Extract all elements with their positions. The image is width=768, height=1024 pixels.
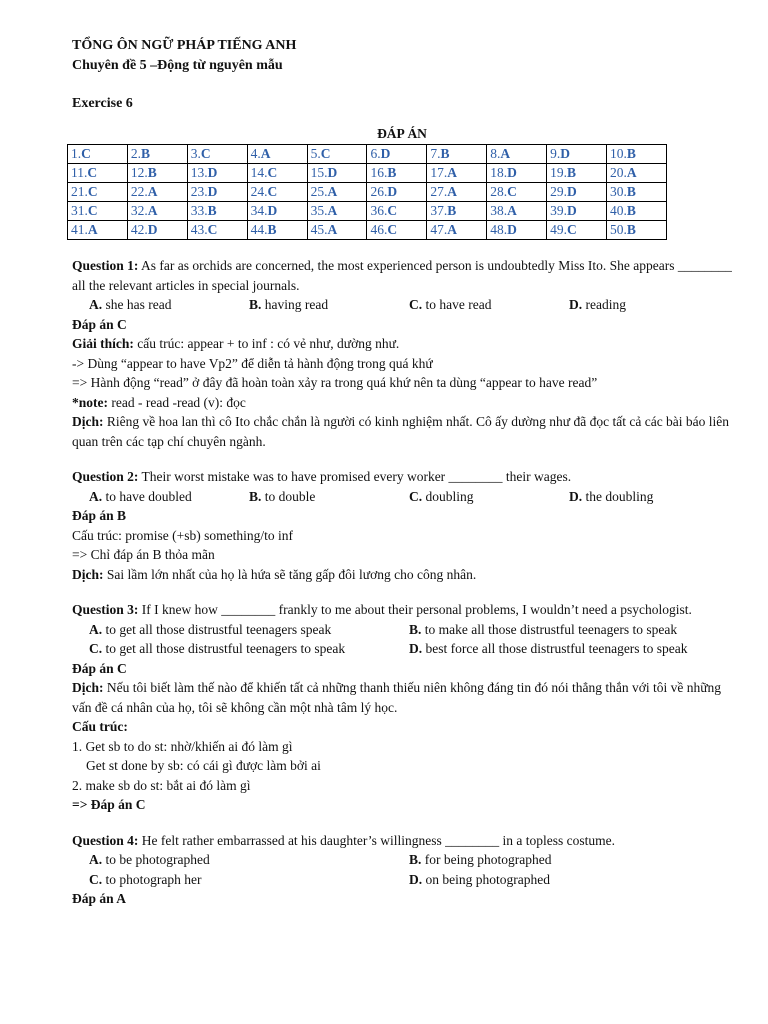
option-a: A. to get all those distrustful teenagers speak	[89, 621, 332, 637]
answer-number: 21.	[71, 184, 88, 199]
document-title: TỔNG ÔN NGỮ PHÁP TIẾNG ANH	[72, 38, 297, 53]
answer-cell	[427, 221, 487, 240]
question-4	[72, 831, 732, 851]
answer-letter: D	[380, 146, 391, 161]
question-2	[72, 467, 732, 487]
answer-number: 22.	[130, 184, 148, 199]
answer-number: 26.	[370, 184, 388, 199]
answer-number: 30.	[610, 184, 627, 199]
answer-number: 18.	[490, 165, 508, 180]
answer-cell	[68, 164, 128, 183]
answer-cell	[247, 183, 307, 202]
answer-letter: B	[626, 222, 636, 237]
answer-row	[68, 221, 667, 240]
answer-letter: B	[387, 165, 397, 180]
document-page	[72, 36, 732, 909]
answer-letter: C	[387, 203, 398, 218]
answer-cell	[367, 183, 427, 202]
answer-number: 34.	[250, 203, 268, 218]
note-line: *note: read - read -read (v): đọc	[72, 394, 246, 410]
answer-row	[68, 183, 667, 202]
structure-line: 2. make sb do st: bắt ai đó làm gì	[72, 777, 251, 793]
answer-cell	[427, 183, 487, 202]
answer-cell	[68, 221, 128, 240]
answer-letter: C	[87, 184, 98, 199]
answer-number: 19.	[550, 165, 567, 180]
answer-cell	[487, 145, 547, 164]
answer-number: 6.	[370, 146, 381, 161]
answer-cell	[547, 183, 607, 202]
answer-number: 39.	[550, 203, 567, 218]
answer-number: 42.	[130, 222, 148, 237]
answer-line: => Đáp án C	[72, 797, 146, 812]
answer-cell	[247, 164, 307, 183]
answer-letter: D	[567, 184, 577, 199]
answer-letter: A	[500, 146, 511, 161]
answer-letter: D	[327, 165, 338, 180]
answer-letter: B	[141, 146, 151, 161]
answer-letter: B	[267, 222, 277, 237]
answer-number: 48.	[490, 222, 508, 237]
answer-letter: B	[626, 203, 636, 218]
option-c: C. to get all those distrustful teenagers to speak	[89, 641, 346, 656]
answer-cell	[367, 145, 427, 164]
option-b: B. having read	[249, 297, 329, 312]
answer-letter: B	[207, 203, 217, 218]
answer-number: 23.	[190, 184, 208, 199]
explanation-line: Cấu trúc: promise (+sb) something/to inf	[72, 527, 293, 543]
explanation: Giải thích: cấu trúc: appear + to inf : có vẻ như, dường như.	[72, 336, 400, 351]
answer-cell	[427, 145, 487, 164]
answer-letter: D	[387, 184, 398, 199]
question-label: Question 2:	[72, 469, 139, 484]
answer-letter: D	[507, 165, 517, 180]
answer-cell	[487, 202, 547, 221]
answer-cell	[607, 164, 667, 183]
option-a: A. to have doubled	[89, 488, 192, 504]
answer-cell	[367, 221, 427, 240]
answer-number: 45.	[310, 222, 328, 237]
answer-letter: A	[507, 203, 517, 218]
answer-cell	[127, 183, 187, 202]
answer-letter: D	[507, 222, 517, 237]
answer-number: 10.	[610, 146, 627, 161]
answer-number: 15.	[310, 165, 328, 180]
answer-number: 49.	[550, 222, 567, 237]
answer-letter: C	[387, 222, 398, 237]
answer-cell	[547, 221, 607, 240]
answer-letter: B	[440, 146, 450, 161]
answer-cell	[127, 145, 187, 164]
question-3-options	[72, 620, 732, 659]
answer-cell	[307, 202, 367, 221]
question-text: If I knew how ________ frankly to me about their personal problems, I wouldn’t need a psychologist.	[138, 602, 692, 617]
answer-number: 1.	[71, 146, 82, 161]
answer-letter: A	[626, 165, 637, 180]
answer-cell	[607, 145, 667, 164]
translation: Dịch: Sai lầm lớn nhất của họ là hứa sẽ tăng gấp đôi lương cho công nhân.	[72, 566, 477, 582]
answer-number: 16.	[370, 165, 388, 180]
explanation-line: => Hành động “read” ở đây đã hoàn toàn xảy ra trong quá khứ nên ta dùng “appear to have read”	[72, 375, 598, 390]
answer-cell	[247, 202, 307, 221]
answer-letter: D	[567, 203, 577, 218]
answer-letter: C	[81, 146, 91, 161]
answer-cell	[187, 221, 247, 240]
answer-letter: A	[260, 146, 271, 161]
document-subtitle: Chuyên đề 5 –Động từ nguyên mẫu	[72, 58, 283, 73]
answer-letter: B	[447, 203, 457, 218]
answer-cell	[307, 145, 367, 164]
answer-cell	[547, 145, 607, 164]
answer-cell	[127, 221, 187, 240]
answer-letter: C	[207, 222, 218, 237]
answer-cell	[487, 164, 547, 183]
option-b: B. to make all those distrustful teenagers to speak	[409, 621, 678, 637]
explanation-line: -> Dùng “appear to have Vp2” để diễn tả hành động trong quá khứ	[72, 355, 433, 371]
answer-letter: B	[626, 184, 636, 199]
answer-cell	[487, 221, 547, 240]
question-text: Their worst mistake was to have promised every worker ________ their wages.	[138, 469, 572, 484]
answer-cell	[247, 221, 307, 240]
answer-letter: D	[147, 222, 158, 237]
answer-number: 31.	[71, 203, 88, 218]
answer-number: 24.	[250, 184, 268, 199]
answer-number: 13.	[190, 165, 208, 180]
answer-number: 50.	[610, 222, 627, 237]
question-3	[72, 600, 732, 620]
answer-line: Đáp án A	[72, 891, 127, 906]
answer-cell	[127, 164, 187, 183]
structure-heading: Cấu trúc:	[72, 719, 128, 734]
structure-line: 1. Get sb to do st: nhờ/khiến ai đó làm gì	[72, 738, 293, 754]
answer-letter: A	[447, 184, 457, 199]
translation: Dịch: Riêng về hoa lan thì cô Ito chắc chắn là người có kinh nghiệm nhất. Cô ấy dường như đã đọc tất cả các bài báo liên quan trên các tạp chí chuyên ngành.	[72, 414, 730, 449]
answer-cell	[307, 221, 367, 240]
question-text: He felt rather embarrassed at his daughter’s willingness ________ in a topless costume.	[138, 832, 616, 848]
answer-letter: A	[147, 203, 158, 218]
option-c: C. to photograph her	[89, 871, 202, 887]
option-c: C. doubling	[409, 488, 474, 504]
answer-letter: A	[327, 184, 338, 199]
answer-cell	[427, 202, 487, 221]
answer-line: Đáp án C	[72, 660, 127, 676]
answer-letter: C	[87, 203, 98, 218]
answer-cell	[187, 183, 247, 202]
answer-row	[68, 145, 667, 164]
answer-number: 7.	[430, 146, 441, 161]
answer-cell	[427, 164, 487, 183]
answer-letter: A	[327, 203, 338, 218]
question-label: Question 4:	[72, 832, 139, 848]
answer-cell	[127, 202, 187, 221]
answer-cell	[68, 183, 128, 202]
answer-number: 29.	[550, 184, 567, 199]
option-b: B. for being photographed	[409, 852, 552, 867]
answer-number: 11.	[71, 165, 88, 180]
answer-letter: B	[626, 146, 636, 161]
question-1	[72, 256, 732, 295]
answer-letter: A	[447, 165, 457, 180]
answer-letter: C	[267, 165, 278, 180]
answer-number: 37.	[430, 203, 448, 218]
answer-number: 8.	[490, 146, 501, 161]
answer-letter: C	[267, 184, 278, 199]
answer-number: 4.	[250, 146, 261, 161]
answer-number: 12.	[130, 165, 148, 180]
answer-key-table	[67, 144, 667, 240]
answer-line: Đáp án C	[72, 316, 127, 332]
answer-number: 43.	[190, 222, 208, 237]
answer-cell	[68, 202, 128, 221]
answer-cell	[487, 183, 547, 202]
option-d: D. reading	[569, 297, 626, 312]
translation: Dịch: Nếu tôi biết làm thế nào để khiến tất cả những thanh thiếu niên không đáng tin đó nói thẳng thắn với tôi về những vấn đề cá nhân của họ, tôi sẽ không cần một nhà tâm lý học.	[72, 680, 722, 715]
question-4-options	[72, 850, 732, 889]
answer-number: 44.	[250, 222, 268, 237]
answer-cell	[607, 202, 667, 221]
answer-number: 28.	[490, 184, 508, 199]
answer-number: 20.	[610, 165, 627, 180]
question-1-options	[72, 295, 732, 315]
answer-letter: B	[567, 165, 577, 180]
answer-cell	[367, 164, 427, 183]
answer-letter: B	[147, 165, 157, 180]
answer-number: 40.	[610, 203, 627, 218]
answer-line: Đáp án B	[72, 508, 127, 523]
answer-number: 17.	[430, 165, 448, 180]
answer-number: 27.	[430, 184, 448, 199]
answer-cell	[187, 202, 247, 221]
answer-cell	[68, 145, 128, 164]
answer-cell	[607, 183, 667, 202]
answer-letter: A	[327, 222, 338, 237]
answer-cell	[547, 202, 607, 221]
answer-number: 41.	[71, 222, 88, 237]
answer-letter: D	[207, 184, 218, 199]
answer-number: 14.	[250, 165, 268, 180]
explanation-line: => Chỉ đáp án B thỏa mãn	[72, 547, 215, 562]
answer-cell	[307, 183, 367, 202]
answer-letter: D	[560, 146, 570, 161]
answer-number: 33.	[190, 203, 208, 218]
answer-number: 9.	[550, 146, 561, 161]
answer-letter: D	[207, 165, 218, 180]
option-d: D. the doubling	[569, 488, 654, 504]
question-label: Question 1:	[72, 258, 139, 273]
answer-number: 47.	[430, 222, 448, 237]
answer-cell	[187, 145, 247, 164]
answer-key-heading: ĐÁP ÁN	[377, 126, 427, 141]
exercise-heading: Exercise 6	[72, 96, 133, 111]
option-d: D. best force all those distrustful teenagers to speak	[409, 641, 688, 656]
answer-letter: A	[447, 222, 457, 237]
answer-row	[68, 164, 667, 183]
answer-cell	[547, 164, 607, 183]
answer-letter: C	[507, 184, 517, 199]
option-c: C. to have read	[409, 297, 492, 312]
answer-number: 2.	[130, 146, 142, 161]
answer-cell	[607, 221, 667, 240]
answer-number: 25.	[310, 184, 328, 199]
answer-number: 5.	[310, 146, 321, 161]
answer-number: 3.	[190, 146, 201, 161]
option-a: A. she has read	[89, 297, 172, 312]
answer-cell	[307, 164, 367, 183]
answer-letter: A	[147, 184, 158, 199]
answer-number: 35.	[310, 203, 328, 218]
option-d: D. on being photographed	[409, 871, 550, 887]
option-b: B. to double	[249, 488, 316, 504]
question-text: As far as orchids are concerned, the most experienced person is undoubtedly Miss Ito. She appears ________ all the relevant articles in special journals.	[72, 258, 732, 293]
answer-row	[68, 202, 667, 221]
answer-cell	[247, 145, 307, 164]
answer-letter: C	[200, 146, 211, 161]
answer-number: 46.	[370, 222, 388, 237]
answer-cell	[187, 164, 247, 183]
structure-line: Get st done by sb: có cái gì được làm bởi ai	[86, 758, 321, 773]
answer-number: 38.	[490, 203, 508, 218]
question-label: Question 3:	[72, 602, 139, 617]
answer-number: 32.	[130, 203, 148, 218]
answer-letter: C	[567, 222, 577, 237]
option-a: A. to be photographed	[89, 852, 210, 867]
answer-letter: A	[87, 222, 98, 237]
answer-letter: C	[320, 146, 331, 161]
answer-cell	[367, 202, 427, 221]
question-2-options	[72, 487, 732, 507]
answer-letter: C	[87, 165, 98, 180]
answer-number: 36.	[370, 203, 388, 218]
answer-letter: D	[267, 203, 278, 218]
